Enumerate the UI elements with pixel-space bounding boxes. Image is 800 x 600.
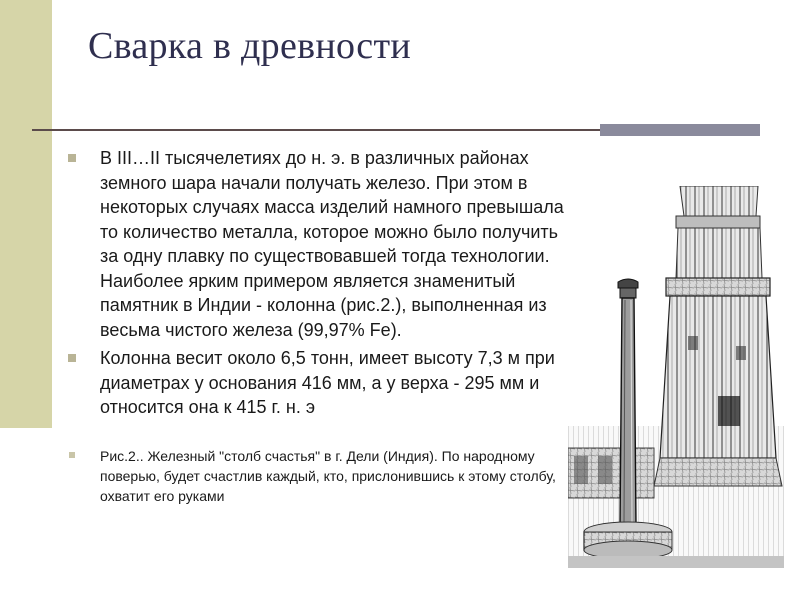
bullet-item xyxy=(66,346,571,420)
bullet-text: Колонна весит около 6,5 тонн, имеет высоту 7,3 м при диаметрах у основания 416 мм, а у верха - 295 мм и относится она к 415 г. н. э xyxy=(100,348,555,417)
bullet-square-icon xyxy=(68,354,76,362)
slide-body xyxy=(66,146,571,506)
bullet-item xyxy=(66,146,571,342)
slide-title: Сварка в древности xyxy=(88,25,411,67)
bullet-square-icon xyxy=(68,154,76,162)
bullet-square-icon xyxy=(69,452,75,458)
iron-pillar-illustration xyxy=(568,186,784,568)
bullet-text: В III…II тысячелетиях до н. э. в различных районах земного шара начали получать железо. При этом в некоторых случаях масса изделий намного превышала то количество металла, которое можно было получить за одну плавку по существовавшей тогда технологии. Наиболее ярким примером является знаменитый памятник в Индии - колонна (рис.2.), выполненная из весьма чистого железа (99,97% Fe). xyxy=(100,148,564,340)
left-decorative-band xyxy=(0,0,52,428)
title-divider-accent xyxy=(600,124,760,136)
caption-text: Рис.2.. Железный "столб счастья" в г. Дели (Индия). По народному поверью, будет счастлив каждый, кто, прислонившись к этому столбу, охватит его руками xyxy=(100,447,556,504)
figure-caption xyxy=(66,446,571,506)
